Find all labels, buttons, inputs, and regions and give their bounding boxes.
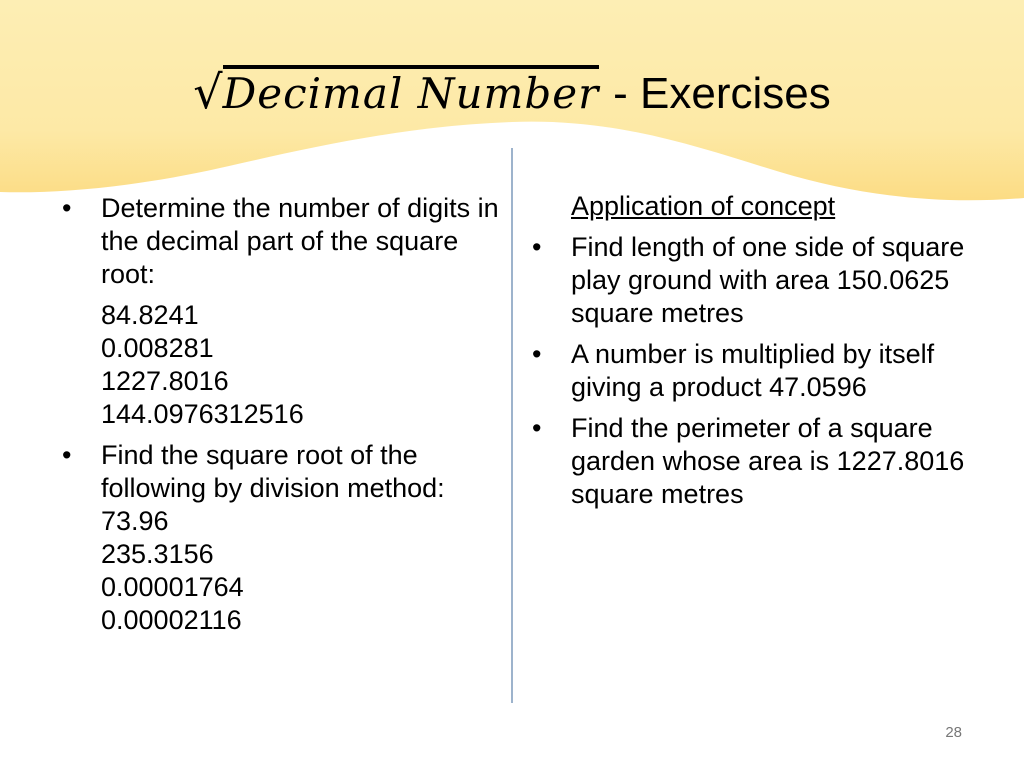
column-divider [511,148,513,703]
title-suffix: - Exercises [613,69,831,118]
q1-value: 1227.8016 [101,366,229,396]
q1-value: 84.8241 [101,300,199,330]
q2-value: 0.00001764 [101,572,244,602]
page-number: 28 [945,724,962,741]
application-heading: Application of concept [571,191,836,221]
left-bullet-2: • Find the square root of the following by division method: [62,439,502,505]
right-bullet-1: • Find length of one side of square play ground with area 150.0625 square metres [532,231,992,330]
q1-value: 144.0976312516 [101,399,304,429]
left-bullet-1: • Determine the number of digits in the decimal part of the square root: [62,192,502,291]
right-column [532,190,992,511]
q1-value: 0.008281 [101,333,214,363]
right-bullet-2: • A number is multiplied by itself giving a product 47.0596 [532,338,992,404]
left-column [62,192,502,637]
q1-values [62,299,502,431]
square-root-symbol: √ [193,65,223,119]
q2-values [62,505,502,637]
q2-value: 0.00002116 [101,605,242,635]
slide-title [0,62,1024,124]
sqrt-expression [193,62,599,122]
q2-value: 73.96 [101,506,169,536]
right-bullet-3: • Find the perimeter of a square garden whose area is 1227.8016 square metres [532,412,992,511]
q2-value: 235.3156 [101,539,214,569]
title-math: Decimal Number [223,65,600,117]
